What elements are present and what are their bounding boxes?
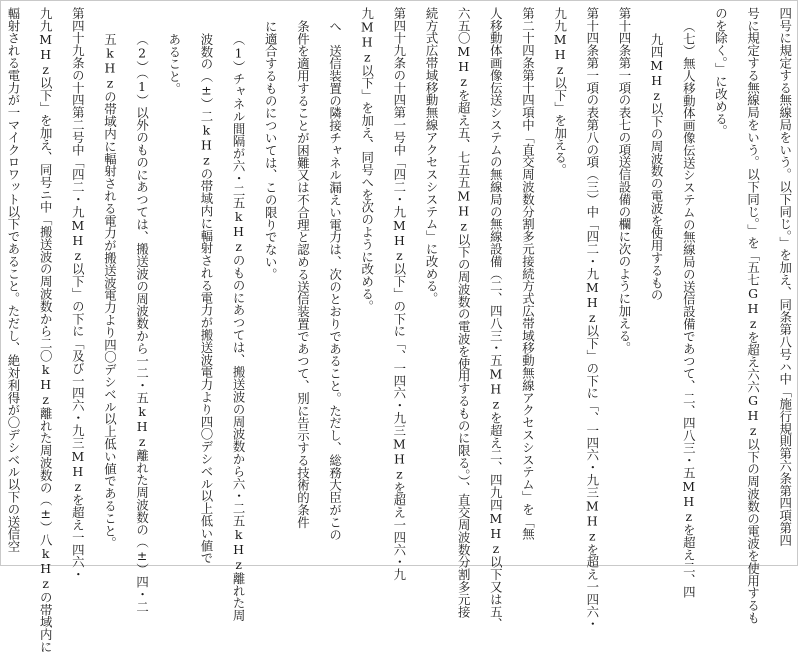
text-column: へ 送信装置の隣接チャネル漏えい電力は、次のとおりであること。ただし、総務大臣がこの [327, 20, 343, 541]
text-column: 九MHz以下」を加え、同号へを次のように改める。 [359, 7, 375, 313]
text-column: 第四十九条の十四第二号中「四二・九MHz以下」の下に「及び一四六・九三MHzを超え一四六・ [70, 7, 86, 581]
text-column: あること。 [166, 33, 182, 95]
text-column: のを除く。」に改める。 [713, 7, 729, 138]
text-column: 続方式広帯域移動無線アクセスシステム」に改める。 [424, 7, 440, 305]
text-column: 第十四条第一項の表七の項送信設備の欄に次のように加える。 [616, 7, 632, 355]
text-column: （2）（1）以外のものにあつては、搬送波の周波数から一二・五kHz離れた周波数の（±）四・二 [134, 33, 150, 613]
text-column: 輻射される電力が一マイクロワット以下であること。ただし、絶対利得が〇デシベル以下の送信空 [6, 7, 21, 553]
text-column: 人移動体画像伝送システムの無線局の無線設備（二、四八三・五MHzを超え二、四九四MHz以下又は五、 [488, 7, 504, 631]
text-column: 波数の（±）二kHzの帯域内に輻射される電力が搬送波電力より四〇デシベル以上低い値で [198, 33, 214, 565]
text-column: 六五〇MHzを超え五、七五五MHz以下の周波数の電波を使用するものに限る。）、直交周波数分割多元接 [456, 7, 472, 618]
text-column: （七）無人移動体画像伝送システムの無線局の送信設備であつて、二、四八三・五MHzを超え二、四 [681, 20, 697, 599]
text-column: 第十四条第一項の表第八の項（三）中「四二・九MHz以下」の下に「、一四六・九三MHzを超え一四六・ [584, 7, 600, 631]
text-column: 条件を適用することが困難又は不合理と認める送信装置であつて、別に告示する技術的条件 [295, 20, 311, 529]
text-column: に適合するものについては、この限りでない。 [263, 20, 279, 281]
text-column: （1）チャネル間隔が六・二五kHzのものにあつては、搬送波の周波数から六・二五kHz離れた周 [231, 33, 247, 622]
text-column: 第二十四条第十四項中「直交周波数分割多元接続方式広帯域移動無線アクセスシステム」を「無 [520, 7, 536, 541]
text-column: 九九MHz以下」を加える。 [552, 7, 568, 176]
text-column: 第四十九条の十四第一号中「四二・九MHz以下」の下に「、一四六・九三MHzを超え一四六・九 [391, 7, 407, 581]
text-column: 九四MHz以下の周波数の電波を使用するもの [649, 33, 665, 302]
text-column: 四号に規定する無線局をいう。以下同じ。」を加え、同条第八号ハ中「施行規則第六条第四項第四 [777, 7, 793, 547]
vertical-text-body [5, 7, 793, 653]
text-column: 九九MHz以下」を加え、同号ニ中「搬送波の周波数から二〇kHz離れた周波数の（±）八kHzの帯域内に [38, 7, 54, 653]
text-column: 号に規定する無線局をいう。以下同じ。」を「五七GHzを超え六六GHz以下の周波数の電波を使用するも [745, 7, 761, 624]
text-column: 五kHzの帯域内に輻射される電力が搬送波電力より四〇デシベル以上低い値であること。 [102, 33, 118, 550]
